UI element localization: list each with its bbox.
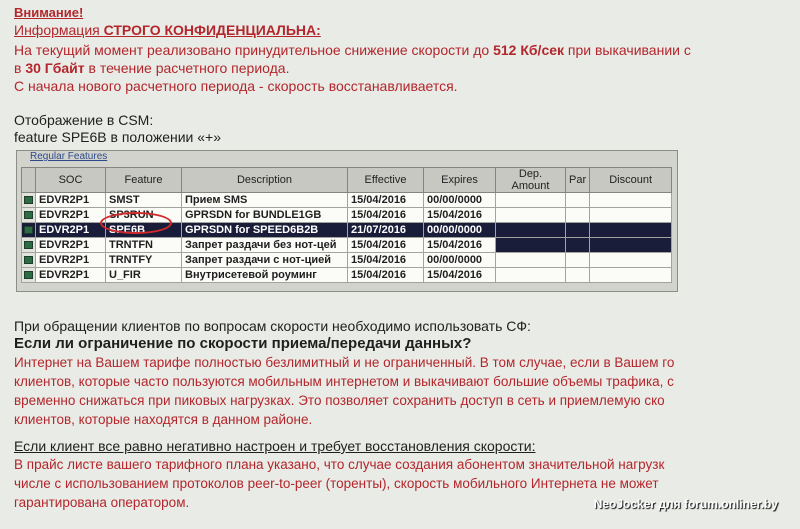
header-soc[interactable]: SOC: [36, 168, 106, 193]
cell-description: Запрет раздачи с нот-цией: [182, 253, 348, 268]
cell-feature: SPE6B: [106, 223, 182, 238]
notice-speed-limit: [14, 42, 691, 59]
support-intro: При обращении клиентов по вопросам скорости необходимо использовать СФ:: [14, 318, 531, 334]
cell-effective: 15/04/2016: [348, 268, 424, 283]
cell-dep-amount: [496, 238, 566, 253]
cell-par: [566, 208, 590, 223]
cell-effective: 15/04/2016: [348, 238, 424, 253]
csm-feature-state: feature SPE6B в положении «+»: [14, 129, 222, 145]
cell-expires: 00/00/0000: [424, 253, 496, 268]
header-dep-amount[interactable]: Dep. Amount: [496, 168, 566, 193]
row-icon-cell: [22, 223, 36, 238]
cell-discount: [590, 208, 672, 223]
cell-soc: EDVR2P1: [36, 253, 106, 268]
cell-dep-amount: [496, 223, 566, 238]
notice-volume-a: в: [14, 60, 26, 76]
notice-volume: [14, 60, 289, 77]
cell-soc: EDVR2P1: [36, 238, 106, 253]
csm-title: Отображение в CSM:: [14, 112, 154, 128]
cell-description: Прием SMS: [182, 193, 348, 208]
table-row[interactable]: [22, 238, 672, 253]
cell-par: [566, 238, 590, 253]
support-negative-line1: В прайс листе вашего тарифного плана указано, что случае создания абонентом значительной нагрузк: [14, 457, 665, 472]
support-answer-line3: временно снижаться при пиковых нагрузках. Это позволяет сохранить доступ в сеть и приемлемую ско: [14, 393, 665, 408]
cell-soc: EDVR2P1: [36, 193, 106, 208]
table-row[interactable]: [22, 268, 672, 283]
cell-discount: [590, 193, 672, 208]
notice-confidential-strong: СТРОГО КОНФИДЕНЦИАЛЬНА:: [103, 22, 321, 38]
cell-expires: 00/00/0000: [424, 193, 496, 208]
cell-description: Запрет раздачи без нот-цей: [182, 238, 348, 253]
cell-description: GPRSDN for BUNDLE1GB: [182, 208, 348, 223]
forum-watermark: NeoJocker для forum.onliner.by: [593, 497, 778, 511]
notice-confidential-prefix: Информация: [14, 22, 104, 38]
support-negative-title: Если клиент все равно негативно настроен и требует восстановления скорости:: [14, 438, 536, 454]
cell-soc: EDVR2P1: [36, 223, 106, 238]
support-answer-line2: клиентов, которые часто пользуются мобильным интернетом и выкачивают большие объемы трафика, с: [14, 374, 674, 389]
cell-soc: EDVR2P1: [36, 268, 106, 283]
support-negative-line2: числе с использованием протоколов peer-to-peer (торенты), скорость мобильного Интернета не может: [14, 476, 659, 491]
cell-feature: U_FIR: [106, 268, 182, 283]
cell-expires: 15/04/2016: [424, 208, 496, 223]
notice-volume-value: 30 Гбайт: [25, 60, 85, 76]
red-circle-highlight: [100, 212, 172, 234]
cell-dep-amount: [496, 193, 566, 208]
row-icon-cell: [22, 253, 36, 268]
support-answer-line1: Интернет на Вашем тарифе полностью безлимитный и не ограниченный. В том случае, если в Вашем го: [14, 355, 675, 370]
cell-discount: [590, 223, 672, 238]
cell-soc: EDVR2P1: [36, 208, 106, 223]
feature-row-icon: [24, 241, 33, 249]
cell-discount: [590, 268, 672, 283]
cell-effective: 15/04/2016: [348, 208, 424, 223]
row-icon-cell: [22, 268, 36, 283]
header-icon-col: [22, 168, 36, 193]
header-feature[interactable]: Feature: [106, 168, 182, 193]
header-par[interactable]: Par: [566, 168, 590, 193]
cell-effective: 15/04/2016: [348, 253, 424, 268]
row-icon-cell: [22, 208, 36, 223]
feature-row-icon: [24, 271, 33, 279]
notice-confidential: [14, 22, 321, 39]
cell-effective: 21/07/2016: [348, 223, 424, 238]
regular-features-title: Regular Features: [27, 151, 110, 162]
header-expires[interactable]: Expires: [424, 168, 496, 193]
cell-dep-amount: [496, 208, 566, 223]
feature-row-icon: [24, 226, 33, 234]
notice-volume-c: в течение расчетного периода.: [84, 60, 290, 76]
cell-expires: 15/04/2016: [424, 268, 496, 283]
cell-feature: TRNTFY: [106, 253, 182, 268]
features-header-row: [22, 168, 672, 193]
notice-speed-value: 512 Кб/сек: [493, 42, 565, 58]
feature-row-icon: [24, 196, 33, 204]
cell-dep-amount: [496, 253, 566, 268]
cell-expires: 15/04/2016: [424, 238, 496, 253]
cell-par: [566, 193, 590, 208]
cell-feature: TRNTFN: [106, 238, 182, 253]
cell-description: Внутрисетевой роуминг: [182, 268, 348, 283]
notice-restore: С начала нового расчетного периода - скорость восстанавливается.: [14, 78, 458, 94]
cell-par: [566, 223, 590, 238]
table-row[interactable]: [22, 193, 672, 208]
header-discount[interactable]: Discount: [590, 168, 672, 193]
cell-dep-amount: [496, 268, 566, 283]
row-icon-cell: [22, 238, 36, 253]
header-effective[interactable]: Effective: [348, 168, 424, 193]
table-row[interactable]: [22, 253, 672, 268]
cell-discount: [590, 253, 672, 268]
cell-expires: 00/00/0000: [424, 223, 496, 238]
cell-par: [566, 268, 590, 283]
feature-row-icon: [24, 211, 33, 219]
cell-par: [566, 253, 590, 268]
support-question: Если ли ограничение по скорости приема/передачи данных?: [14, 335, 472, 352]
notice-attention: Внимание!: [14, 5, 84, 20]
cell-effective: 15/04/2016: [348, 193, 424, 208]
support-answer-line4: клиентов, которые находятся в данном районе.: [14, 412, 313, 427]
notice-speed-a: На текущий момент реализовано принудительное снижение скорости до: [14, 42, 494, 58]
regular-features-panel: [16, 150, 678, 292]
notice-speed-c: при выкачивании с: [564, 42, 691, 58]
cell-feature: SP3RUN: [106, 208, 182, 223]
cell-description: GPRSDN for SPEED6B2B: [182, 223, 348, 238]
cell-feature: SMST: [106, 193, 182, 208]
support-negative-line3: гарантирована оператором.: [14, 495, 190, 510]
header-description[interactable]: Description: [182, 168, 348, 193]
cell-discount: [590, 238, 672, 253]
feature-row-icon: [24, 256, 33, 264]
row-icon-cell: [22, 193, 36, 208]
